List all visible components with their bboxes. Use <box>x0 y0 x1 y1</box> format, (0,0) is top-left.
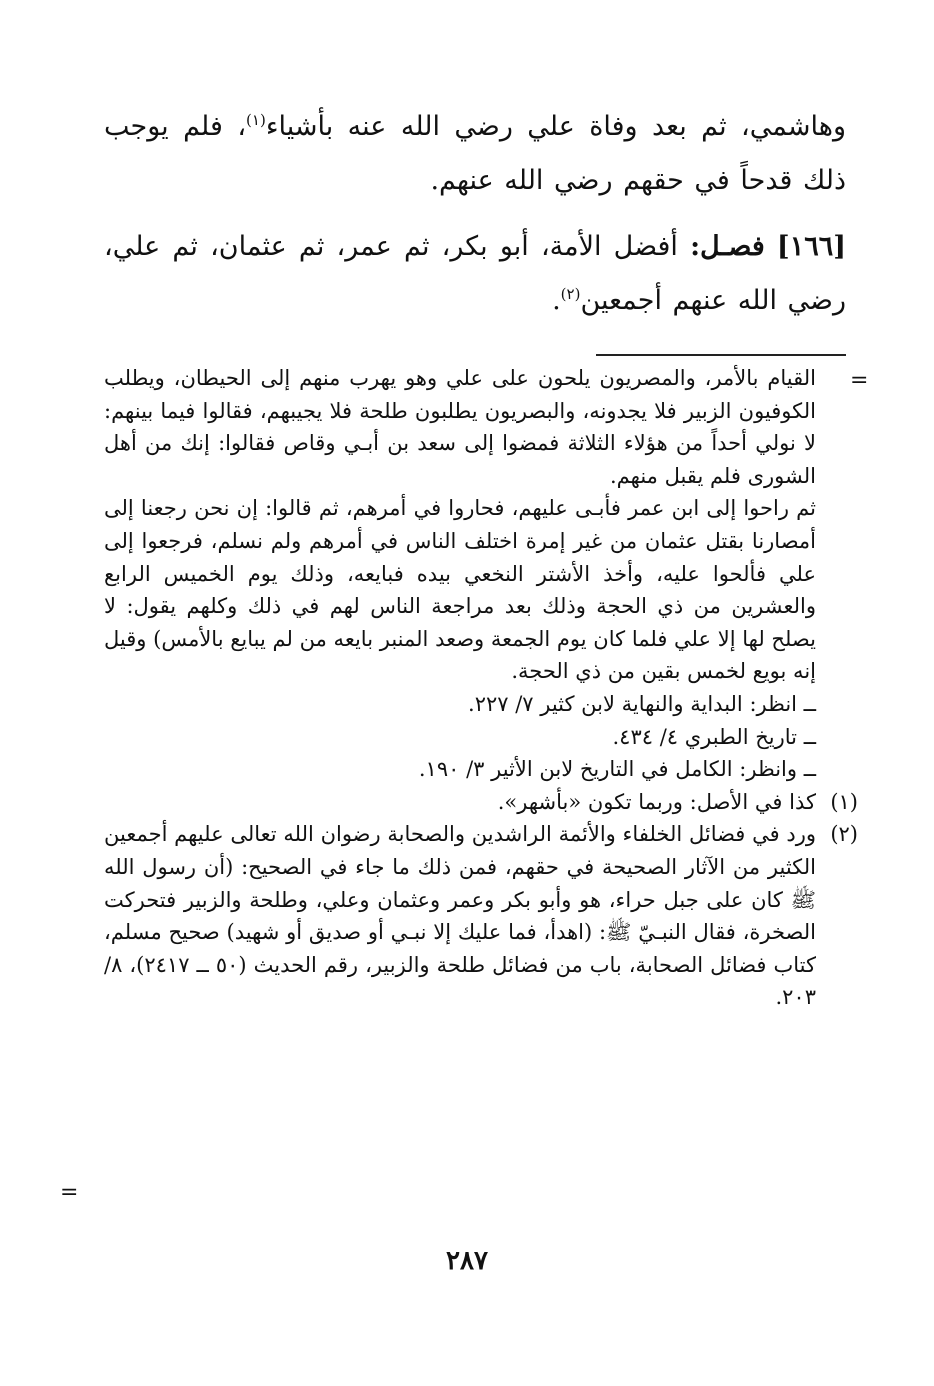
footnote-2 <box>104 818 858 1014</box>
main-paragraph <box>104 100 846 208</box>
source-reference-2: ــ تاريخ الطبري ٤/ ٤٣٤. <box>612 724 816 749</box>
page-number: ٢٨٧ <box>446 1246 488 1276</box>
footnotes-section <box>104 362 858 1014</box>
footnote-1 <box>104 786 858 819</box>
section-text: أفضل الأمة، أبو بكر، ثم عمر، ثم عثمان، ثم علي، رضي الله عنهم أجمعين <box>104 231 846 316</box>
footnote-ref-1: (١) <box>246 111 266 129</box>
source-reference-3: ــ وانظر: الكامل في التاريخ لابن الأثير ٣/ ١٩٠. <box>418 757 816 782</box>
main-text-part: ، فلم يوجب ذلك قدحاً في حقهم رضي الله عنهم. <box>104 111 846 196</box>
continuation-mark-top: = <box>850 368 869 393</box>
section-heading: فصـل: <box>690 231 765 262</box>
footnote-number: (١) <box>830 789 858 814</box>
main-text <box>104 100 846 328</box>
footnote-separator <box>596 354 846 356</box>
main-text-part: وهاشمي، ثم بعد وفاة علي رضي الله عنه بأشياء <box>265 111 847 142</box>
footnote-cont-paragraph-2: ثم راحوا إلى ابن عمر فأبـى عليهم، فحاروا في أمرهم، ثم قالوا: إن نحن رجعنا إلى أمصارنا بقتل عثمان من غير إمرة اختلف الناس في أمرهم ولم نسلم، فرجعوا إلى علي فألحوا عليه، وأخذ الأشتر النخعي بيده فبايعه، وذلك يوم الخميس الرابع والعشرين من ذي الحجة وذلك بعد مراجعة الناس لهم في ذلك وكلهم يقول: لا يصلح لها إلا علي فلما كان يوم الجمعة وصعد المنبر بايعه من لم يبايع بالأمس) وقيل إنه بويع لخمس بقين من ذي الحجة. <box>104 496 816 684</box>
section-paragraph <box>104 220 846 328</box>
footnote-ref-2: (٢) <box>560 285 581 303</box>
footnote-text: كذا في الأصل: وربما تكون «بأشهر». <box>497 789 816 814</box>
footnote-cont-paragraph-1: القيام بالأمر، والمصريون يلحون على علي وهو يهرب منهم إلى الحيطان، ويطلب الكوفيون الزبير فلا يجدونه، والبصريون يطلبون طلحة فلا يجيبهم، فقالوا فيما بينهم: لا نولي أحداً من هؤلاء الثلاثة فمضوا إلى سعد بن أبـي وقاص فقالوا: إنك من أهل الشورى فلم يقبل منهم. <box>104 366 816 488</box>
section-end: . <box>552 285 561 316</box>
source-reference-1: ــ انظر: البداية والنهاية لابن كثير ٧/ ٢٢٧. <box>468 691 816 716</box>
continuation-mark-bottom: = <box>60 1180 79 1205</box>
footnote-number: (٢) <box>830 822 858 847</box>
footnote-text: ورد في فضائل الخلفاء والأئمة الراشدين والصحابة رضوان الله تعالى عليهم أجمعين الكثير من الآثار الصحيحة في حقهم، فمن ذلك ما جاء في الصحيح: (أن رسول الله ﷺ كان على جبل حراء، هو وأبو بكر وعمر وعثمان وعلي، وطلحة والزبير فتحركت الصخرة، فقال النبـيّ ﷺ: (اهدأ، فما عليك إلا نبـي أو صديق أو شهيد) صحيح مسلم، كتاب فضائل الصحابة، باب من فضائل طلحة والزبير، رقم الحديث (٥٠ ــ ٢٤١٧)، ٨/ ٢٠٣. <box>104 822 816 1010</box>
section-number: [١٦٦] <box>776 231 846 262</box>
